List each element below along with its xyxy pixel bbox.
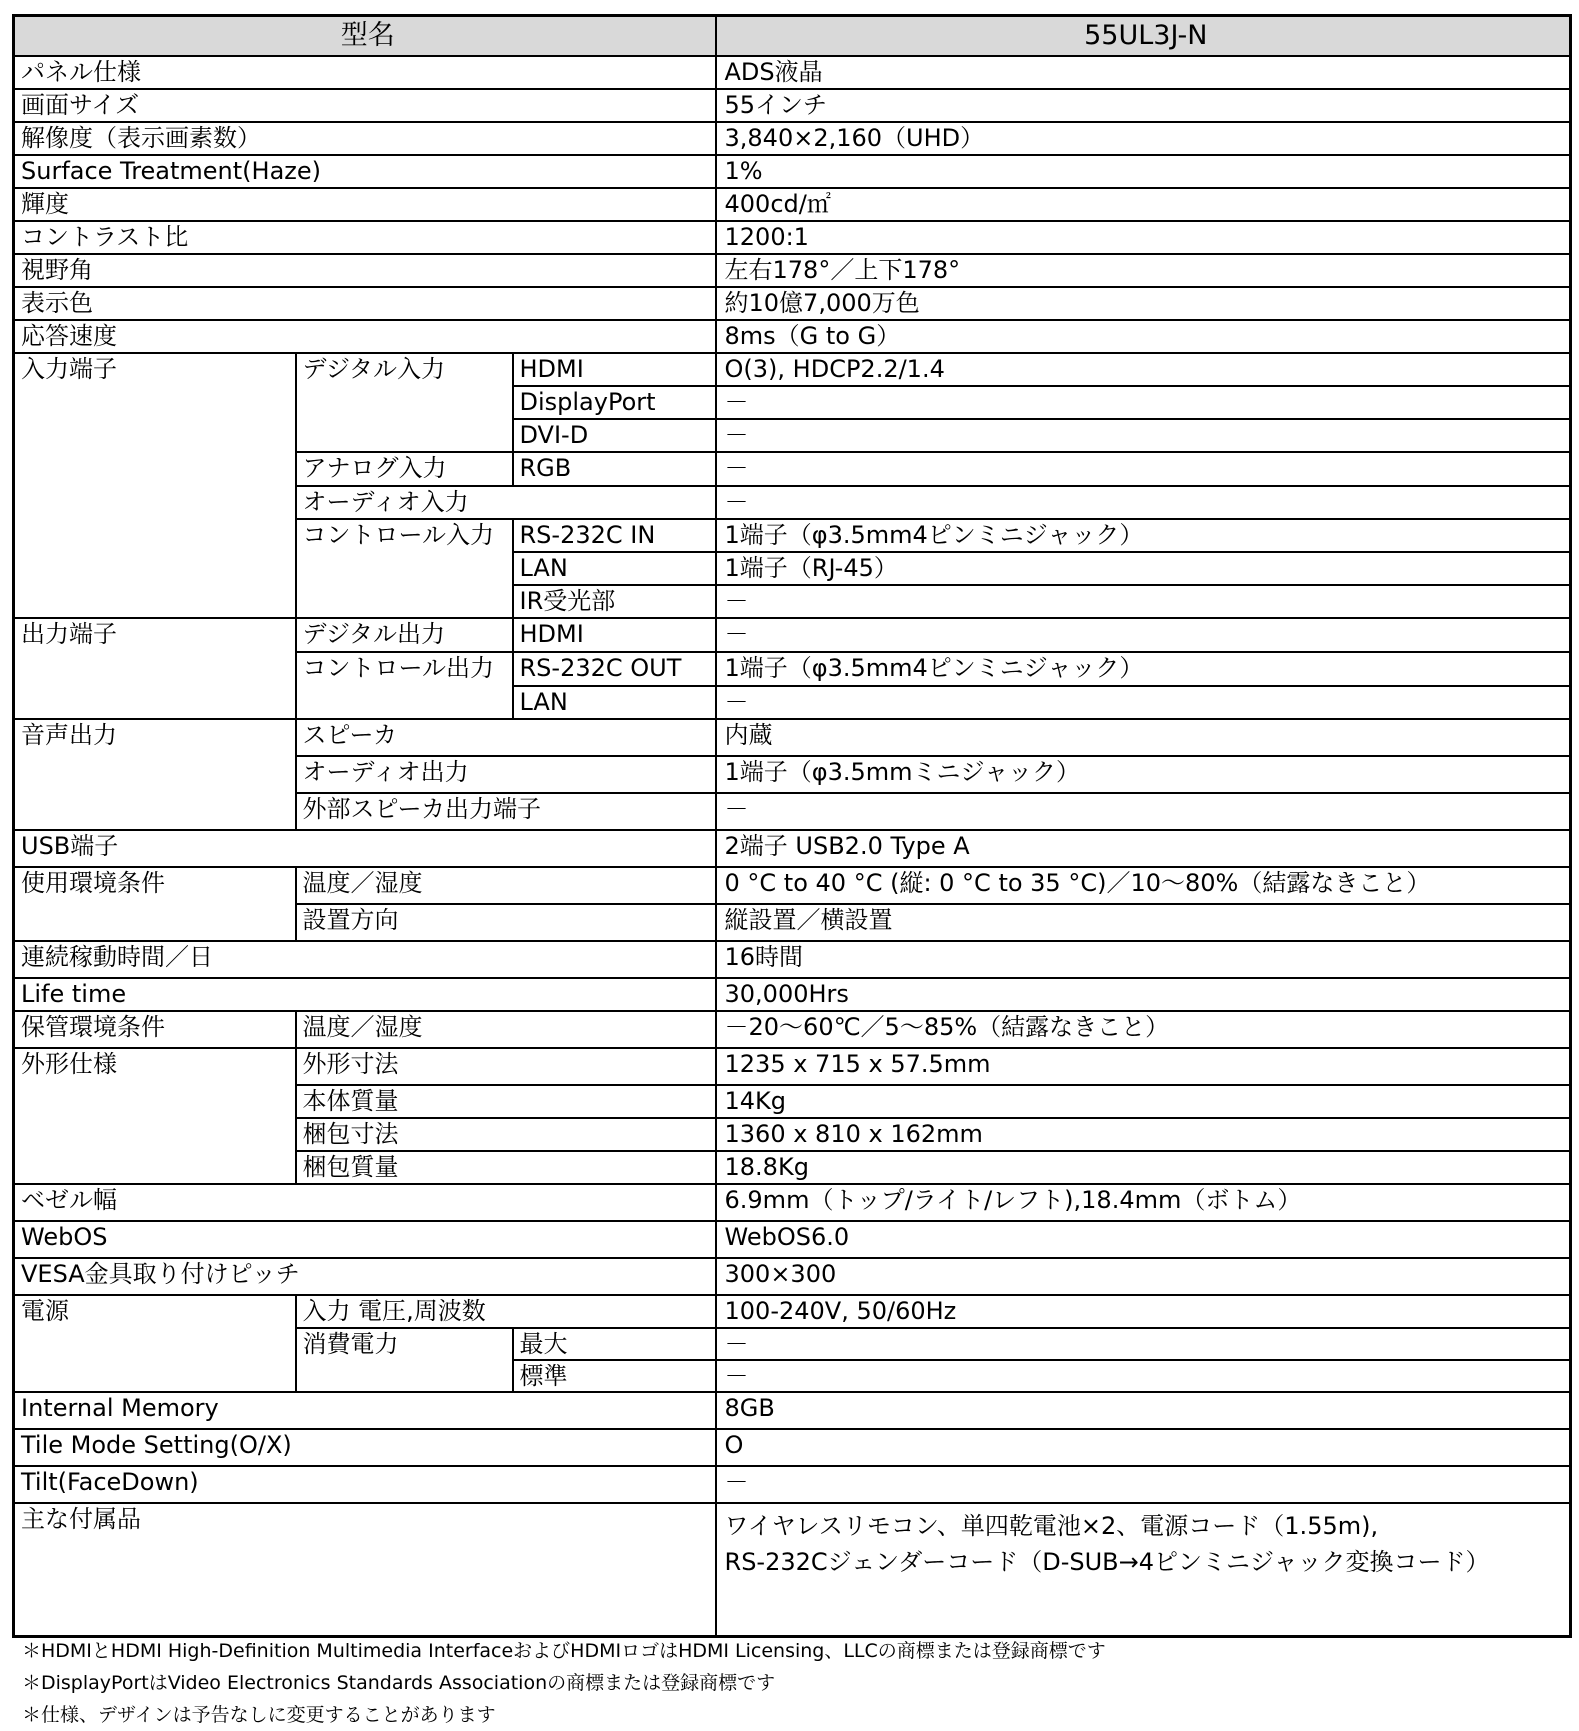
- row-label: 画面サイズ: [14, 89, 716, 122]
- row-label: USB端子: [14, 830, 716, 867]
- spec-table: [12, 14, 1572, 1638]
- std-label: 標準: [513, 1360, 716, 1392]
- port-value: －: [716, 618, 1571, 652]
- port-value: －: [716, 585, 1571, 618]
- table-row: [14, 1503, 1571, 1636]
- accessories-line: RS-232Cジェンダーコード（D-SUB→4ピンミニジャック変換コード）: [724, 1548, 1490, 1576]
- port-label: IR受光部: [513, 585, 716, 618]
- row-value: 2端子 USB2.0 Type A: [716, 830, 1571, 867]
- row-value: 16時間: [716, 941, 1571, 978]
- header-row: [14, 16, 1571, 57]
- row-label: 応答速度: [14, 320, 716, 353]
- port-label: RGB: [513, 452, 716, 486]
- table-row: [14, 978, 1571, 1011]
- weight-value: 14Kg: [716, 1085, 1571, 1118]
- row-value: 8GB: [716, 1392, 1571, 1429]
- row-value: 55インチ: [716, 89, 1571, 122]
- row-value: 約10億7,000万色: [716, 287, 1571, 320]
- table-row: [14, 719, 1571, 756]
- control-output-label: コントロール出力: [296, 652, 513, 719]
- accessories-value: [716, 1503, 1571, 1636]
- port-value: －: [716, 486, 1571, 519]
- table-row: [14, 941, 1571, 978]
- port-value: 1端子（RJ-45）: [716, 552, 1571, 585]
- row-value: 8ms（G to G）: [716, 320, 1571, 353]
- row-label: 視野角: [14, 254, 716, 287]
- header-label: 型名: [14, 16, 716, 57]
- audio-output-label: 音声出力: [14, 719, 296, 830]
- table-row: [14, 618, 1571, 652]
- table-row: [14, 89, 1571, 122]
- speaker-label: スピーカ: [296, 719, 716, 756]
- std-value: －: [716, 1360, 1571, 1392]
- row-value: 400cd/㎡: [716, 188, 1571, 221]
- outer-dim-value: 1235 x 715 x 57.5mm: [716, 1048, 1571, 1085]
- storage-env-label: 保管環境条件: [14, 1011, 296, 1048]
- pack-dim-label: 梱包寸法: [296, 1118, 716, 1151]
- row-label: VESA金具取り付けピッチ: [14, 1258, 716, 1295]
- row-value: 30,000Hrs: [716, 978, 1571, 1011]
- audio-input-label: オーディオ入力: [296, 486, 716, 519]
- table-row: [14, 56, 1571, 89]
- weight-label: 本体質量: [296, 1085, 716, 1118]
- digital-output-label: デジタル出力: [296, 618, 513, 652]
- operating-env-label: 使用環境条件: [14, 867, 296, 941]
- power-input-label: 入力 電圧,周波数: [296, 1295, 716, 1328]
- digital-input-label: デジタル入力: [296, 353, 513, 452]
- temp-humidity-value: 0 °C to 40 °C (縦: 0 °C to 35 °C)／10～80%（結露なきこと）: [716, 867, 1571, 904]
- dimensions-label: 外形仕様: [14, 1048, 296, 1184]
- ext-speaker-label: 外部スピーカ出力端子: [296, 793, 716, 830]
- audio-out-value: 1端子（φ3.5mmミニジャック）: [716, 756, 1571, 793]
- port-value: －: [716, 686, 1571, 719]
- row-value: ADS液晶: [716, 56, 1571, 89]
- table-row: [14, 1184, 1571, 1221]
- temp-humidity-label: 温度／湿度: [296, 867, 716, 904]
- row-label: Life time: [14, 978, 716, 1011]
- row-label: Internal Memory: [14, 1392, 716, 1429]
- footnote: ＊仕様、デザインは予告なしに変更することがあります: [22, 1704, 496, 1726]
- footnotes: [22, 1635, 1562, 1731]
- row-value: 300×300: [716, 1258, 1571, 1295]
- table-row: [14, 221, 1571, 254]
- row-value: 1%: [716, 155, 1571, 188]
- storage-temp-label: 温度／湿度: [296, 1011, 716, 1048]
- table-row: [14, 1392, 1571, 1429]
- table-row: [14, 1011, 1571, 1048]
- port-value: O(3), HDCP2.2/1.4: [716, 353, 1571, 386]
- table-row: [14, 1048, 1571, 1085]
- port-label: DisplayPort: [513, 386, 716, 419]
- row-label: 連続稼動時間／日: [14, 941, 716, 978]
- table-row: [14, 1429, 1571, 1466]
- control-input-label: コントロール入力: [296, 519, 513, 618]
- row-value: 1200:1: [716, 221, 1571, 254]
- pack-weight-value: 18.8Kg: [716, 1151, 1571, 1184]
- port-value: 1端子（φ3.5mm4ピンミニジャック）: [716, 519, 1571, 552]
- port-label: HDMI: [513, 353, 716, 386]
- row-label: Tilt(FaceDown): [14, 1466, 716, 1503]
- power-input-value: 100-240V, 50/60Hz: [716, 1295, 1571, 1328]
- port-value: 1端子（φ3.5mm4ピンミニジャック）: [716, 652, 1571, 686]
- port-label: RS-232C OUT: [513, 652, 716, 686]
- row-value: 左右178°／上下178°: [716, 254, 1571, 287]
- port-value: －: [716, 452, 1571, 486]
- row-value: 3,840×2,160（UHD）: [716, 122, 1571, 155]
- row-label: 輝度: [14, 188, 716, 221]
- orientation-value: 縦設置／横設置: [716, 904, 1571, 941]
- row-label: パネル仕様: [14, 56, 716, 89]
- row-label: WebOS: [14, 1221, 716, 1258]
- power-label: 電源: [14, 1295, 296, 1392]
- accessories-line: ワイヤレスリモコン、単四乾電池×2、電源コード（1.55m),: [724, 1512, 1379, 1540]
- ext-speaker-value: －: [716, 793, 1571, 830]
- row-label: ベゼル幅: [14, 1184, 716, 1221]
- table-row: [14, 287, 1571, 320]
- row-label: コントラスト比: [14, 221, 716, 254]
- table-row: [14, 320, 1571, 353]
- table-row: [14, 1258, 1571, 1295]
- table-row: [14, 830, 1571, 867]
- row-value: O: [716, 1429, 1571, 1466]
- storage-temp-value: －20～60℃／5～85%（結露なきこと）: [716, 1011, 1571, 1048]
- table-row: [14, 254, 1571, 287]
- footnote: ＊DisplayPortはVideo Electronics Standards Associationの商標または登録商標です: [22, 1672, 776, 1694]
- accessories-label: 主な付属品: [14, 1503, 716, 1636]
- row-label: 解像度（表示画素数）: [14, 122, 716, 155]
- model-name: 55UL3J-N: [716, 16, 1571, 57]
- row-label: Tile Mode Setting(O/X): [14, 1429, 716, 1466]
- max-value: －: [716, 1328, 1571, 1360]
- pack-weight-label: 梱包質量: [296, 1151, 716, 1184]
- table-row: [14, 155, 1571, 188]
- analog-input-label: アナログ入力: [296, 452, 513, 486]
- port-value: －: [716, 386, 1571, 419]
- row-label: 表示色: [14, 287, 716, 320]
- port-label: DVI-D: [513, 419, 716, 452]
- consumption-label: 消費電力: [296, 1328, 513, 1392]
- table-row: [14, 1466, 1571, 1503]
- port-label: LAN: [513, 552, 716, 585]
- footnote: ＊HDMIとHDMI High-Definition Multimedia InterfaceおよびHDMIロゴはHDMI Licensing、LLCの商標または登録商標です: [22, 1640, 1106, 1662]
- audio-out-label: オーディオ出力: [296, 756, 716, 793]
- port-label: RS-232C IN: [513, 519, 716, 552]
- speaker-value: 内蔵: [716, 719, 1571, 756]
- row-label: Surface Treatment(Haze): [14, 155, 716, 188]
- row-value: －: [716, 1466, 1571, 1503]
- output-terminal-label: 出力端子: [14, 618, 296, 719]
- row-value: 6.9mm（トップ/ライト/レフト),18.4mm（ボトム）: [716, 1184, 1571, 1221]
- port-value: －: [716, 419, 1571, 452]
- table-row: [14, 1221, 1571, 1258]
- max-label: 最大: [513, 1328, 716, 1360]
- table-row: [14, 353, 1571, 386]
- port-label: LAN: [513, 686, 716, 719]
- port-label: HDMI: [513, 618, 716, 652]
- table-row: [14, 867, 1571, 904]
- table-row: [14, 188, 1571, 221]
- row-value: WebOS6.0: [716, 1221, 1571, 1258]
- input-terminal-label: 入力端子: [14, 353, 296, 618]
- outer-dim-label: 外形寸法: [296, 1048, 716, 1085]
- table-row: [14, 1295, 1571, 1328]
- pack-dim-value: 1360 x 810 x 162mm: [716, 1118, 1571, 1151]
- table-row: [14, 122, 1571, 155]
- orientation-label: 設置方向: [296, 904, 716, 941]
